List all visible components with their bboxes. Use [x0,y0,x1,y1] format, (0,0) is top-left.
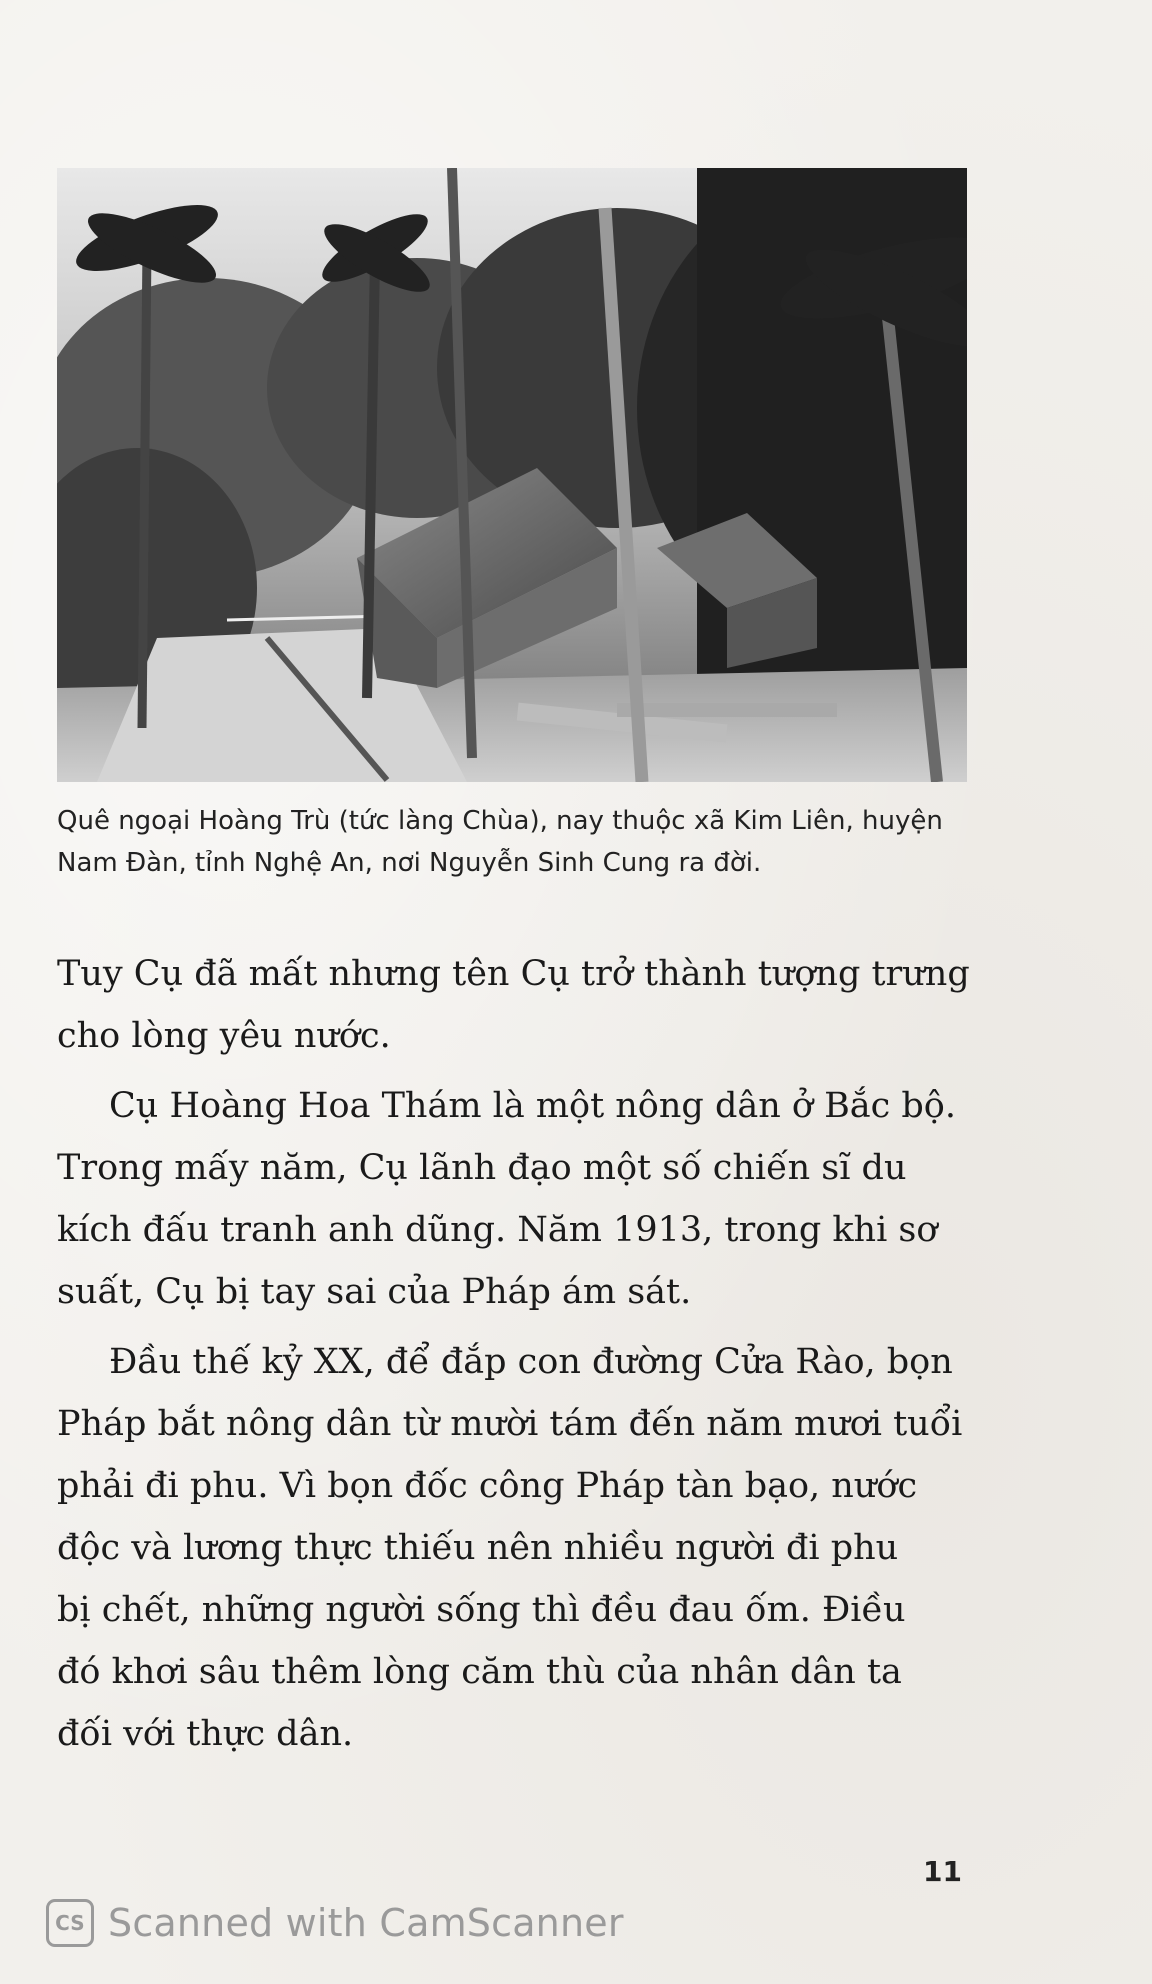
text-line: bị chết, những người sống thì đều đau ốm. Điều [57,1590,906,1630]
paragraph [57,1331,977,1765]
text-line: cho lòng yêu nước. [57,1016,391,1056]
text-line: độc và lương thực thiếu nên nhiều người đi phu [57,1528,899,1568]
paragraph [57,943,977,1067]
text-line: Pháp bắt nông dân từ mười tám đến năm mươi tuổi [57,1404,963,1444]
photo-village-house-icon [57,168,967,782]
text-line: kích đấu tranh anh dũng. Năm 1913, trong khi sơ [57,1210,938,1250]
paragraph [57,1075,977,1323]
text-line: Tuy Cụ đã mất nhưng tên Cụ trở thành tượng trưng [57,954,970,994]
village-photo [57,168,967,782]
text-line: đó khơi sâu thêm lòng căm thù của nhân dân ta [57,1652,902,1692]
caption-line: Nam Đàn, tỉnh Nghệ An, nơi Nguyễn Sinh Cung ra đời. [57,848,762,878]
caption-line: Quê ngoại Hoàng Trù (tức làng Chùa), nay thuộc xã Kim Liên, huyện [57,806,943,836]
text-line: Đầu thế kỷ XX, để đắp con đường Cửa Rào, bọn [109,1342,953,1382]
text-line: phải đi phu. Vì bọn đốc công Pháp tàn bạo, nước [57,1466,918,1506]
camscanner-watermark [46,1895,624,1951]
text-line: Cụ Hoàng Hoa Thám là một nông dân ở Bắc bộ. [109,1086,957,1126]
text-line: đối với thực dân. [57,1714,354,1754]
photo-caption [57,800,977,884]
page-number: 11 [923,1855,962,1888]
body-text [57,943,977,1773]
camscanner-logo-icon: CS [46,1899,94,1947]
watermark-text: Scanned with CamScanner [108,1901,624,1945]
text-line: suất, Cụ bị tay sai của Pháp ám sát. [57,1272,692,1312]
text-line: Trong mấy năm, Cụ lãnh đạo một số chiến sĩ du [57,1148,907,1188]
